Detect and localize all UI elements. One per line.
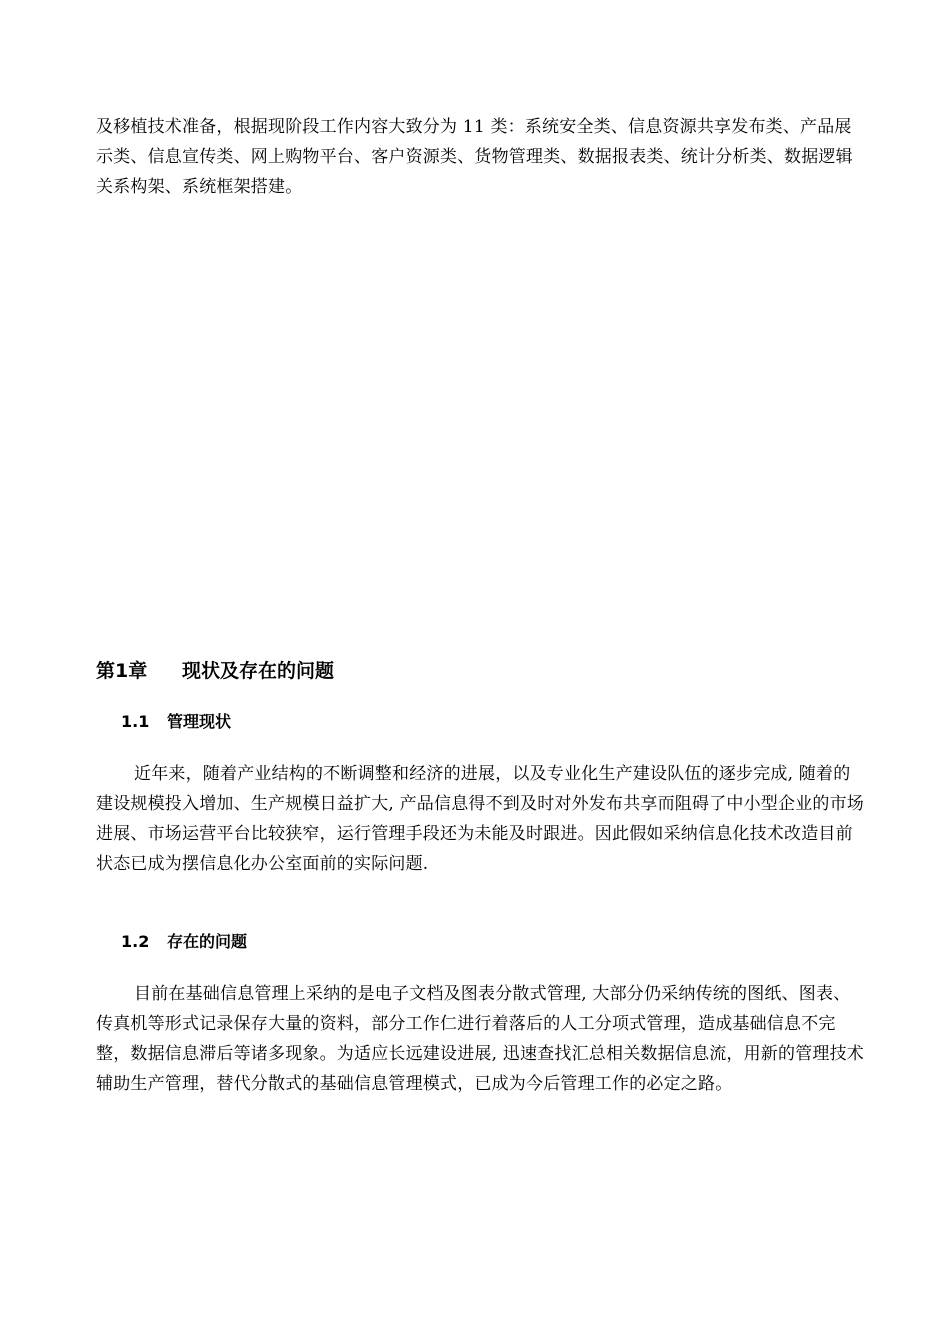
section-body-paragraph: 目前在基础信息管理上采纳的是电子文档及图表分散式管理, 大部分仍采纳传统的图纸、图表、传真机等形式记录保存大量的资料，部分工作仁进行着落后的人工分项式管理，造成基础信息不完整，数据信息滞后等诸多现象。为适应长远建设进展, 迅速查找汇总相关数据信息流，用新的管理技术辅助生产管理，替代分散式的基础信息管理模式，已成为今后管理工作的必定之路。 (96, 984, 865, 1094)
chapter-number: 第1章 (96, 660, 148, 682)
section-title: 管理现状 (167, 712, 232, 731)
section-number: 1.2 (121, 932, 150, 951)
chapter-heading (96, 656, 334, 686)
section-body-paragraph: 近年来，随着产业结构的不断调整和经济的进展，以及专业化生产建设队伍的逐步完成, 随着的建设规模投入增加、生产规模日益扩大, 产品信息得不到及时对外发布共享而阻碍了中小型企业的市场进展、市场运营平台比较狭窄，运行管理手段还为未能及时跟进。因此假如采纳信息化技术改造目前状态已成为摆信息化办公室面前的实际问题. (96, 764, 865, 874)
section-number: 1.1 (121, 712, 150, 731)
section-title: 存在的问题 (167, 932, 248, 951)
chapter-title: 现状及存在的问题 (182, 660, 335, 682)
intro-paragraph: 及移植技术准备，根据现阶段工作内容大致分为 11 类：系统安全类、信息资源共享发布类、产品展示类、信息宣传类、网上购物平台、客户资源类、货物管理类、数据报表类、统计分析类、数据逻辑关系构架、系统框架搭建。 (96, 117, 853, 197)
section-heading (121, 929, 247, 955)
section-heading (121, 709, 231, 735)
